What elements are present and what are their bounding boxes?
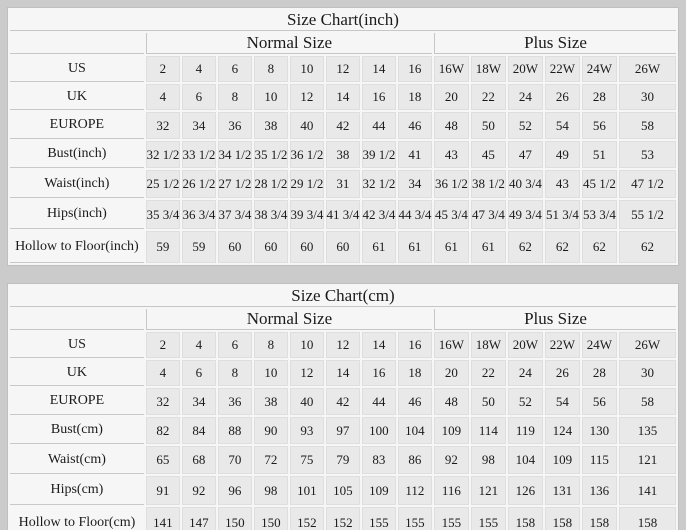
size-value-cell: 20: [434, 84, 469, 110]
size-value-cell: 75: [290, 446, 324, 474]
size-value-cell: 70: [218, 446, 252, 474]
group-header-plus-size: Plus Size: [434, 309, 676, 330]
size-value-cell: 90: [254, 417, 288, 444]
size-value-cell: 38 3/4: [254, 200, 288, 229]
size-value-cell: 32: [146, 388, 180, 415]
size-value-cell: 121: [619, 446, 676, 474]
size-value-cell: 124: [545, 417, 580, 444]
table-title-row: [10, 286, 676, 307]
size-value-cell: 42: [326, 112, 360, 139]
table-row: [10, 507, 676, 530]
size-value-cell: 92: [434, 446, 469, 474]
size-value-cell: 34: [182, 112, 216, 139]
row-label: Waist(inch): [10, 170, 144, 198]
size-value-cell: 38: [326, 141, 360, 168]
size-value-cell: 30: [619, 84, 676, 110]
size-value-cell: 50: [471, 112, 506, 139]
size-value-cell: 24W: [582, 332, 617, 358]
size-value-cell: 20: [434, 360, 469, 386]
size-value-cell: 101: [290, 476, 324, 505]
size-value-cell: 109: [362, 476, 396, 505]
size-value-cell: 54: [545, 388, 580, 415]
table-title: Size Chart(inch): [10, 10, 676, 31]
size-value-cell: 43: [434, 141, 469, 168]
size-value-cell: 35 1/2: [254, 141, 288, 168]
size-value-cell: 37 3/4: [218, 200, 252, 229]
size-value-cell: 41 3/4: [326, 200, 360, 229]
table-row: [10, 231, 676, 263]
row-label: Bust(inch): [10, 141, 144, 168]
table-row: [10, 170, 676, 198]
size-value-cell: 12: [326, 332, 360, 358]
size-value-cell: 14: [362, 56, 396, 82]
size-value-cell: 24: [508, 84, 543, 110]
row-label: Hollow to Floor(cm): [10, 507, 144, 530]
size-value-cell: 46: [398, 112, 432, 139]
table-row: [10, 200, 676, 229]
size-value-cell: 43: [545, 170, 580, 198]
size-value-cell: 152: [290, 507, 324, 530]
size-value-cell: 104: [508, 446, 543, 474]
size-value-cell: 61: [398, 231, 432, 263]
size-value-cell: 47 1/2: [619, 170, 676, 198]
size-value-cell: 39 3/4: [290, 200, 324, 229]
size-value-cell: 4: [182, 332, 216, 358]
size-value-cell: 33 1/2: [182, 141, 216, 168]
row-label: UK: [10, 84, 144, 110]
size-value-cell: 147: [182, 507, 216, 530]
size-value-cell: 141: [146, 507, 180, 530]
row-label: Waist(cm): [10, 446, 144, 474]
size-value-cell: 45 1/2: [582, 170, 617, 198]
size-value-cell: 6: [182, 84, 216, 110]
row-label: Hips(cm): [10, 476, 144, 505]
size-value-cell: 36: [218, 388, 252, 415]
size-value-cell: 52: [508, 388, 543, 415]
size-value-cell: 44: [362, 112, 396, 139]
size-value-cell: 131: [545, 476, 580, 505]
group-header-row: [10, 309, 676, 330]
size-value-cell: 38: [254, 388, 288, 415]
size-value-cell: 24: [508, 360, 543, 386]
size-value-cell: 60: [218, 231, 252, 263]
size-value-cell: 34 1/2: [218, 141, 252, 168]
size-value-cell: 59: [182, 231, 216, 263]
size-value-cell: 72: [254, 446, 288, 474]
size-value-cell: 18: [398, 84, 432, 110]
table-row: [10, 141, 676, 168]
size-value-cell: 50: [471, 388, 506, 415]
size-value-cell: 126: [508, 476, 543, 505]
size-value-cell: 48: [434, 388, 469, 415]
size-value-cell: 158: [545, 507, 580, 530]
size-value-cell: 135: [619, 417, 676, 444]
row-label: Bust(cm): [10, 417, 144, 444]
row-label: Hollow to Floor(inch): [10, 231, 144, 263]
size-value-cell: 14: [326, 84, 360, 110]
size-value-cell: 116: [434, 476, 469, 505]
size-value-cell: 22: [471, 84, 506, 110]
size-value-cell: 36 1/2: [434, 170, 469, 198]
size-value-cell: 12: [290, 84, 324, 110]
size-value-cell: 61: [362, 231, 396, 263]
size-value-cell: 93: [290, 417, 324, 444]
size-value-cell: 150: [254, 507, 288, 530]
size-value-cell: 12: [326, 56, 360, 82]
size-value-cell: 18: [398, 360, 432, 386]
size-value-cell: 58: [619, 112, 676, 139]
size-value-cell: 8: [254, 332, 288, 358]
size-value-cell: 10: [254, 84, 288, 110]
size-value-cell: 121: [471, 476, 506, 505]
size-value-cell: 26: [545, 360, 580, 386]
size-value-cell: 104: [398, 417, 432, 444]
size-value-cell: 34: [398, 170, 432, 198]
size-value-cell: 49 3/4: [508, 200, 543, 229]
size-value-cell: 16: [362, 360, 396, 386]
size-value-cell: 44 3/4: [398, 200, 432, 229]
size-value-cell: 60: [326, 231, 360, 263]
row-label: US: [10, 56, 144, 82]
size-value-cell: 61: [434, 231, 469, 263]
size-value-cell: 32 1/2: [362, 170, 396, 198]
size-value-cell: 49: [545, 141, 580, 168]
size-value-cell: 98: [471, 446, 506, 474]
size-value-cell: 109: [545, 446, 580, 474]
size-value-cell: 119: [508, 417, 543, 444]
size-value-cell: 112: [398, 476, 432, 505]
table-row: [10, 388, 676, 415]
size-value-cell: 141: [619, 476, 676, 505]
size-value-cell: 6: [218, 56, 252, 82]
size-value-cell: 45: [471, 141, 506, 168]
size-value-cell: 10: [254, 360, 288, 386]
size-value-cell: 86: [398, 446, 432, 474]
size-value-cell: 150: [218, 507, 252, 530]
size-value-cell: 8: [218, 84, 252, 110]
size-value-cell: 47: [508, 141, 543, 168]
size-value-cell: 59: [146, 231, 180, 263]
corner-cell: [10, 33, 144, 54]
size-value-cell: 158: [508, 507, 543, 530]
size-value-cell: 155: [434, 507, 469, 530]
size-value-cell: 26 1/2: [182, 170, 216, 198]
size-value-cell: 22: [471, 360, 506, 386]
size-value-cell: 42 3/4: [362, 200, 396, 229]
group-header-row: [10, 33, 676, 54]
size-value-cell: 61: [471, 231, 506, 263]
size-value-cell: 24W: [582, 56, 617, 82]
size-value-cell: 28: [582, 360, 617, 386]
size-value-cell: 18W: [471, 332, 506, 358]
group-header-normal-size: Normal Size: [146, 309, 432, 330]
size-value-cell: 22W: [545, 332, 580, 358]
size-value-cell: 28: [582, 84, 617, 110]
size-value-cell: 40 3/4: [508, 170, 543, 198]
group-header-normal-size: Normal Size: [146, 33, 432, 54]
size-value-cell: 83: [362, 446, 396, 474]
size-value-cell: 38: [254, 112, 288, 139]
size-value-cell: 26W: [619, 332, 676, 358]
size-value-cell: 62: [619, 231, 676, 263]
row-label: Hips(inch): [10, 200, 144, 229]
size-value-cell: 60: [254, 231, 288, 263]
size-value-cell: 105: [326, 476, 360, 505]
size-value-cell: 4: [146, 84, 180, 110]
size-value-cell: 16W: [434, 332, 469, 358]
size-value-cell: 12: [290, 360, 324, 386]
size-value-cell: 26W: [619, 56, 676, 82]
size-value-cell: 8: [218, 360, 252, 386]
size-value-cell: 152: [326, 507, 360, 530]
size-value-cell: 53 3/4: [582, 200, 617, 229]
size-value-cell: 16: [362, 84, 396, 110]
size-value-cell: 68: [182, 446, 216, 474]
size-value-cell: 30: [619, 360, 676, 386]
size-value-cell: 114: [471, 417, 506, 444]
size-value-cell: 2: [146, 332, 180, 358]
size-value-cell: 26: [545, 84, 580, 110]
size-chart-cm-table: [7, 283, 679, 530]
table-row: [10, 360, 676, 386]
table-row: [10, 56, 676, 82]
size-value-cell: 47 3/4: [471, 200, 506, 229]
size-value-cell: 79: [326, 446, 360, 474]
size-value-cell: 44: [362, 388, 396, 415]
size-value-cell: 10: [290, 56, 324, 82]
size-value-cell: 62: [582, 231, 617, 263]
size-value-cell: 38 1/2: [471, 170, 506, 198]
size-value-cell: 36 1/2: [290, 141, 324, 168]
size-value-cell: 56: [582, 388, 617, 415]
size-value-cell: 82: [146, 417, 180, 444]
size-value-cell: 54: [545, 112, 580, 139]
table-row: [10, 417, 676, 444]
row-label: US: [10, 332, 144, 358]
size-value-cell: 92: [182, 476, 216, 505]
size-value-cell: 39 1/2: [362, 141, 396, 168]
size-chart-inch-table: [7, 7, 679, 266]
table-row: [10, 84, 676, 110]
size-value-cell: 98: [254, 476, 288, 505]
size-value-cell: 97: [326, 417, 360, 444]
size-value-cell: 109: [434, 417, 469, 444]
table-row: [10, 446, 676, 474]
size-value-cell: 48: [434, 112, 469, 139]
size-value-cell: 58: [619, 388, 676, 415]
size-value-cell: 155: [471, 507, 506, 530]
size-value-cell: 4: [182, 56, 216, 82]
size-value-cell: 8: [254, 56, 288, 82]
size-value-cell: 14: [362, 332, 396, 358]
table-row: [10, 112, 676, 139]
size-value-cell: 22W: [545, 56, 580, 82]
row-label: EUROPE: [10, 112, 144, 139]
size-value-cell: 10: [290, 332, 324, 358]
size-value-cell: 27 1/2: [218, 170, 252, 198]
size-value-cell: 136: [582, 476, 617, 505]
size-value-cell: 158: [619, 507, 676, 530]
size-value-cell: 115: [582, 446, 617, 474]
size-value-cell: 28 1/2: [254, 170, 288, 198]
group-header-plus-size: Plus Size: [434, 33, 676, 54]
size-value-cell: 42: [326, 388, 360, 415]
size-value-cell: 46: [398, 388, 432, 415]
size-value-cell: 62: [508, 231, 543, 263]
size-value-cell: 32: [146, 112, 180, 139]
size-value-cell: 25 1/2: [146, 170, 180, 198]
size-value-cell: 40: [290, 388, 324, 415]
size-value-cell: 51 3/4: [545, 200, 580, 229]
size-value-cell: 96: [218, 476, 252, 505]
size-value-cell: 52: [508, 112, 543, 139]
size-value-cell: 6: [218, 332, 252, 358]
size-value-cell: 16: [398, 332, 432, 358]
size-value-cell: 32 1/2: [146, 141, 180, 168]
size-value-cell: 65: [146, 446, 180, 474]
size-value-cell: 35 3/4: [146, 200, 180, 229]
size-value-cell: 2: [146, 56, 180, 82]
size-value-cell: 158: [582, 507, 617, 530]
size-value-cell: 20W: [508, 332, 543, 358]
size-value-cell: 36 3/4: [182, 200, 216, 229]
size-value-cell: 29 1/2: [290, 170, 324, 198]
row-label: UK: [10, 360, 144, 386]
size-value-cell: 40: [290, 112, 324, 139]
table-row: [10, 332, 676, 358]
size-value-cell: 88: [218, 417, 252, 444]
size-value-cell: 18W: [471, 56, 506, 82]
size-value-cell: 91: [146, 476, 180, 505]
size-value-cell: 56: [582, 112, 617, 139]
size-value-cell: 4: [146, 360, 180, 386]
size-value-cell: 31: [326, 170, 360, 198]
table-row: [10, 476, 676, 505]
size-value-cell: 53: [619, 141, 676, 168]
size-value-cell: 41: [398, 141, 432, 168]
row-label: EUROPE: [10, 388, 144, 415]
size-value-cell: 51: [582, 141, 617, 168]
size-value-cell: 130: [582, 417, 617, 444]
size-value-cell: 36: [218, 112, 252, 139]
size-value-cell: 14: [326, 360, 360, 386]
size-value-cell: 60: [290, 231, 324, 263]
size-value-cell: 84: [182, 417, 216, 444]
size-value-cell: 16W: [434, 56, 469, 82]
size-value-cell: 155: [398, 507, 432, 530]
size-value-cell: 55 1/2: [619, 200, 676, 229]
size-value-cell: 155: [362, 507, 396, 530]
size-value-cell: 6: [182, 360, 216, 386]
corner-cell: [10, 309, 144, 330]
size-value-cell: 20W: [508, 56, 543, 82]
table-title-row: [10, 10, 676, 31]
table-title: Size Chart(cm): [10, 286, 676, 307]
size-value-cell: 100: [362, 417, 396, 444]
size-value-cell: 34: [182, 388, 216, 415]
size-value-cell: 16: [398, 56, 432, 82]
size-value-cell: 45 3/4: [434, 200, 469, 229]
size-value-cell: 62: [545, 231, 580, 263]
